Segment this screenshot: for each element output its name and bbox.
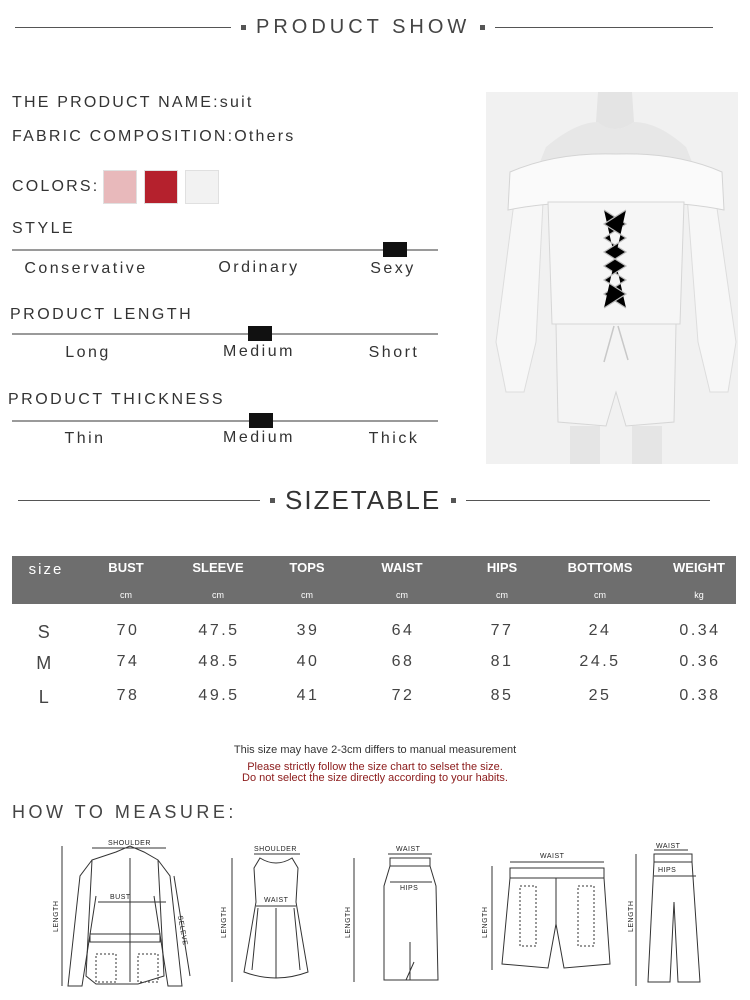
colors-label: COLORS: xyxy=(12,178,100,195)
pants-length-label: LENGTH xyxy=(628,900,635,932)
jacket-shoulder-label: SHOULDER xyxy=(108,840,151,847)
unit-hips: cm xyxy=(496,590,508,600)
unit-sleeve: cm xyxy=(212,590,224,600)
unit-tops: cm xyxy=(301,590,313,600)
style-track xyxy=(12,249,438,251)
pants-waist-label: WAIST xyxy=(656,843,681,850)
shorts-waist-label: WAIST xyxy=(540,853,565,860)
divider-dot xyxy=(270,498,275,503)
product-show-title: PRODUCT SHOW xyxy=(256,15,471,38)
note-follow-chart: Please strictly follow the size chart to selset the size. xyxy=(247,761,503,773)
shorts-length-label: LENGTH xyxy=(482,906,489,938)
product-photo xyxy=(486,92,738,464)
thickness-marker xyxy=(249,413,273,428)
table-row xyxy=(0,653,750,677)
cell-sleeve: 49.5 xyxy=(198,687,240,704)
cell-weight: 0.36 xyxy=(679,653,721,670)
style-title: STYLE xyxy=(12,220,76,237)
length-marker xyxy=(248,326,272,341)
cell-size: M xyxy=(36,653,54,673)
sizetable-title: SIZETABLE xyxy=(285,484,442,515)
color-swatch-pink[interactable] xyxy=(103,170,137,204)
cell-bust: 78 xyxy=(116,687,140,704)
divider-dot xyxy=(451,498,456,503)
cell-size: L xyxy=(38,687,52,707)
sizetable-header xyxy=(0,484,750,516)
divider-line xyxy=(495,27,713,28)
divider-dot xyxy=(241,25,246,30)
pants-hips-label: HIPS xyxy=(658,867,677,874)
dress-length-label: LENGTH xyxy=(221,906,228,938)
divider-line xyxy=(18,500,260,501)
cell-weight: 0.38 xyxy=(679,687,721,704)
product-name-value: suit xyxy=(219,94,254,111)
skirt-length-label: LENGTH xyxy=(345,906,352,938)
pants-diagram xyxy=(626,842,726,992)
cell-size: S xyxy=(37,622,53,642)
dress-waist-label: WAIST xyxy=(264,897,289,904)
skirt-hips-label: HIPS xyxy=(400,885,419,892)
length-track xyxy=(12,333,438,335)
size-table-header xyxy=(12,556,736,604)
fabric-value: Others xyxy=(234,128,296,145)
style-label-ordinary: Ordinary xyxy=(218,259,300,276)
table-row xyxy=(0,687,750,711)
style-label-conservative: Conservative xyxy=(24,260,148,277)
cell-sleeve: 48.5 xyxy=(198,653,240,670)
jacket-length-label: LENGTH xyxy=(53,900,60,932)
jacket-sleeve-label: SELEVE xyxy=(176,915,189,947)
how-to-measure-title: HOW TO MEASURE: xyxy=(12,802,237,822)
header-bust: BUST xyxy=(108,560,144,575)
cell-tops: 41 xyxy=(296,687,320,704)
cell-bottoms: 24 xyxy=(588,622,612,639)
fabric-label: FABRIC COMPOSITION: xyxy=(12,128,235,145)
note-habits: Do not select the size directly according to your habits. xyxy=(242,772,508,784)
color-swatch-red[interactable] xyxy=(144,170,178,204)
header-tops: TOPS xyxy=(289,560,325,575)
style-label-sexy: Sexy xyxy=(370,260,416,277)
unit-waist: cm xyxy=(396,590,408,600)
unit-weight: kg xyxy=(694,590,704,600)
cell-bust: 70 xyxy=(116,622,140,639)
skirt-diagram xyxy=(340,842,440,992)
dress-diagram xyxy=(214,842,314,992)
style-marker xyxy=(383,242,407,257)
dress-shoulder-label: SHOULDER xyxy=(254,846,297,853)
header-size: size xyxy=(28,561,64,578)
cell-bust: 74 xyxy=(116,653,140,670)
thickness-label-thin: Thin xyxy=(64,430,106,447)
cell-waist: 64 xyxy=(391,622,415,639)
cell-bottoms: 24.5 xyxy=(579,653,621,670)
shorts-diagram xyxy=(476,844,616,974)
thickness-label-medium: Medium xyxy=(223,429,295,446)
product-name-line xyxy=(12,94,254,112)
table-row xyxy=(0,622,750,646)
length-title: PRODUCT LENGTH xyxy=(10,306,194,323)
jacket-bust-label: BUST xyxy=(110,894,131,901)
cell-waist: 72 xyxy=(391,687,415,704)
cell-weight: 0.34 xyxy=(679,622,721,639)
note-measurement: This size may have 2-3cm differs to manual measurement xyxy=(233,744,517,756)
cell-bottoms: 25 xyxy=(588,687,612,704)
thickness-label-thick: Thick xyxy=(368,430,420,447)
product-name-label: THE PRODUCT NAME: xyxy=(12,94,220,111)
thickness-title: PRODUCT THICKNESS xyxy=(8,391,226,408)
length-label-short: Short xyxy=(368,344,420,361)
jacket-diagram xyxy=(46,836,202,996)
unit-bust: cm xyxy=(120,590,132,600)
cell-hips: 81 xyxy=(490,653,514,670)
header-weight: WEIGHT xyxy=(673,560,725,575)
divider-line xyxy=(466,500,710,501)
length-label-long: Long xyxy=(65,344,111,361)
cell-waist: 68 xyxy=(391,653,415,670)
header-hips: HIPS xyxy=(486,560,518,575)
mannequin-illustration xyxy=(486,92,738,464)
colors-row xyxy=(12,170,219,204)
cell-sleeve: 47.5 xyxy=(198,622,240,639)
cell-hips: 85 xyxy=(490,687,514,704)
fabric-line xyxy=(12,128,295,146)
cell-hips: 77 xyxy=(490,622,514,639)
thickness-track xyxy=(12,420,438,422)
cell-tops: 40 xyxy=(296,653,320,670)
color-swatch-white[interactable] xyxy=(185,170,219,204)
skirt-waist-label: WAIST xyxy=(396,846,421,853)
divider-dot xyxy=(480,25,485,30)
cell-tops: 39 xyxy=(296,622,320,639)
divider-line xyxy=(15,27,231,28)
length-label-medium: Medium xyxy=(223,343,295,360)
header-bottoms: BOTTOMS xyxy=(567,560,633,575)
header-sleeve: SLEEVE xyxy=(192,560,244,575)
unit-bottoms: cm xyxy=(594,590,606,600)
header-waist: WAIST xyxy=(381,560,423,575)
product-show-header xyxy=(0,14,750,40)
